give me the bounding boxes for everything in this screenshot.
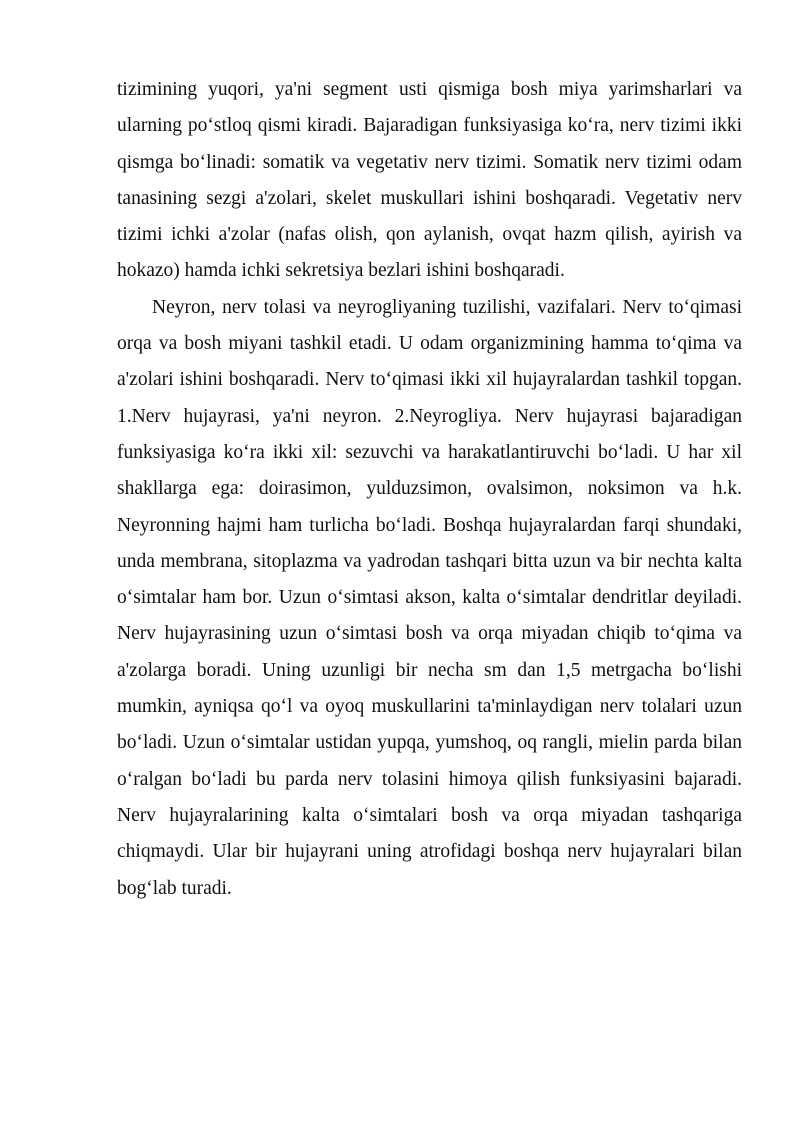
- body-text: [117, 72, 742, 907]
- paragraph-continuation: tizimining yuqori, ya'ni segment usti qismiga bosh miya yarimsharlari va ularning po‘stloq qismi kiradi. Bajaradigan funksiyasiga ko‘ra, nerv tizimi ikki qismga bo‘linadi: somatik va vegetativ nerv tizimi. Somatik nerv tizimi odam tanasining sezgi a'zolari, skelet muskullari ishini boshqaradi. Vegetativ nerv tizimi ichki a'zolar (nafas olish, qon aylanish, ovqat hazm qilish, ayirish va hokazo) hamda ichki sekretsiya bezlari ishini boshqaradi.: [117, 79, 742, 282]
- paragraph-neuron: Neyron, nerv tolasi va neyrogliyaning tuzilishi, vazifalari. Nerv to‘qimasi orqa va bosh miyani tashkil etadi. U odam organizmining hamma to‘qima va a'zolari ishini boshqaradi. Nerv to‘qimasi ikki xil hujayralardan tashkil topgan. 1.Nerv hujayrasi, ya'ni neyron. 2.Neyrogliya. Nerv hujayrasi bajaradigan funksiyasiga ko‘ra ikki xil: sezuvchi va harakatlantiruvchi bo‘ladi. U har xil shakllarga ega: doirasimon, yulduzsimon, ovalsimon, noksimon va h.k. Neyronning hajmi ham turlicha bo‘ladi. Boshqa hujayralardan farqi shundaki, unda membrana, sitoplazma va yadrodan tashqari bitta uzun va bir nechta kalta o‘simtalar ham bor. Uzun o‘simtasi akson, kalta o‘simtalar dendritlar deyiladi. Nerv hujayrasining uzun o‘simtasi bosh va orqa miyadan chiqib to‘qima va a'zolarga boradi. Uning uzunligi bir necha sm dan 1,5 metrgacha bo‘lishi mumkin, ayniqsa qo‘l va oyoq muskullarini ta'minlaydigan nerv tolalari uzun bo‘ladi. Uzun o‘simtalar ustidan yupqa, yumshoq, oq rangli, mielin parda bilan o‘ralgan bo‘ladi bu parda nerv tolasini himoya qilish funksiyasini bajaradi. Nerv hujayralarining kalta o‘simtalari bosh va orqa miyadan tashqariga chiqmaydi. Ular bir hujayrani uning atrofidagi boshqa nerv hujayralari bilan bog‘lab turadi.: [117, 296, 742, 899]
